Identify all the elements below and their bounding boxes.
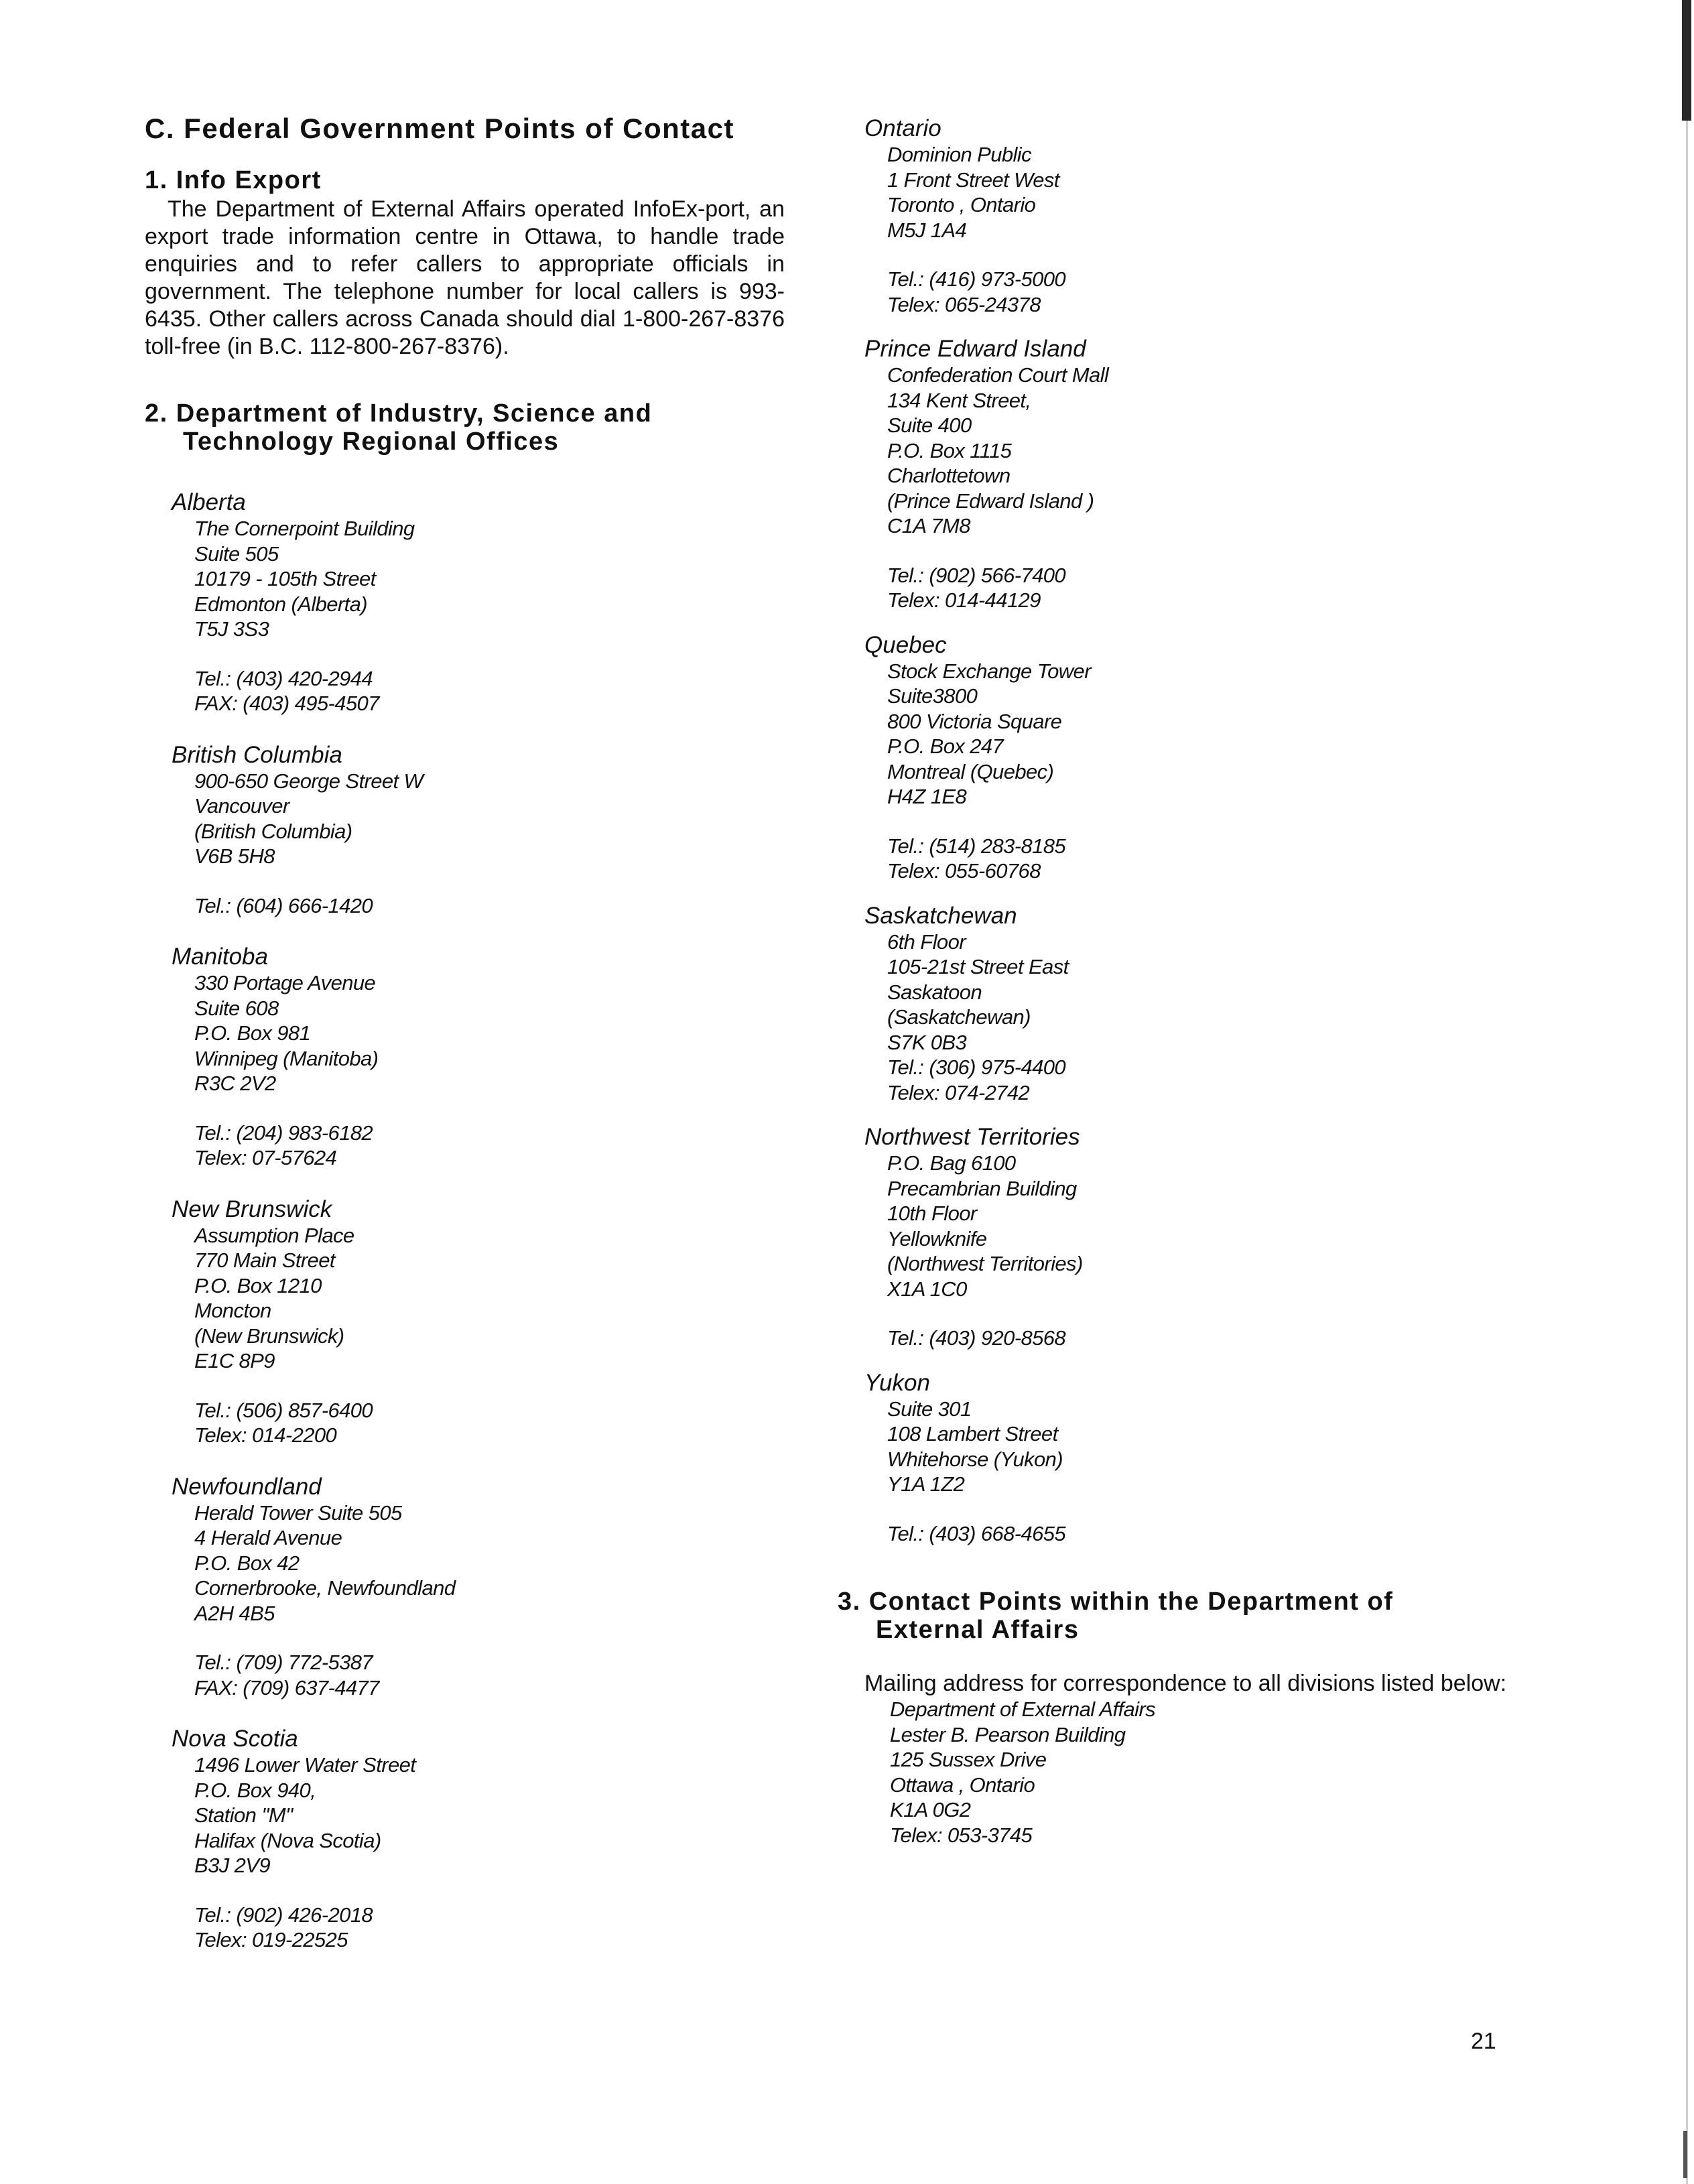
spacer [194,1096,785,1120]
office-address [864,1397,1514,1547]
address-line: 134 Kent Street, [887,388,1031,412]
contact-line: Tel.: (204) 983-6182 [194,1120,373,1145]
contact-line: Telex: 014-2200 [194,1423,337,1447]
section-title: C. Federal Government Points of Contact [145,113,734,144]
office-address [172,516,785,716]
office-address [864,929,1514,1106]
office-entry [864,632,1514,884]
address-line: 10179 - 105th Street [194,567,376,590]
address-line: 1496 Lower Water Street [194,1753,416,1777]
address-line: Lester B. Pearson Building [890,1722,1126,1746]
address-line: Suite 301 [887,1397,972,1421]
external-heading-line1: 3. Contact Points within the Department of [838,1588,1394,1616]
address-line: Herald Tower Suite 505 [194,1500,402,1525]
address-line: Suite 400 [887,413,972,437]
address-line: P.O. Box 247 [887,734,1004,758]
contact-line: FAX: (709) 637-4477 [194,1675,379,1699]
contact-line: Tel.: (403) 420-2944 [194,666,373,690]
address-line: The Cornerpoint Building [194,517,415,540]
spacer [887,1497,1514,1521]
office-address [864,1151,1514,1351]
info-export-heading: 1. Info Export [145,166,322,194]
office-address [172,1752,785,1953]
address-line: 6th Floor [887,929,966,954]
address-line: (British Columbia) [194,819,352,843]
address-line: P.O. Box 1115 [887,438,1012,462]
address-line: Halifax (Nova Scotia) [194,1828,381,1852]
address-line: A2H 4B5 [194,1601,275,1625]
right-column [838,115,1514,1848]
spacer [194,1374,785,1398]
province-name: Saskatchewan [864,902,1017,929]
province-name: Manitoba [172,944,268,970]
address-line: (Saskatchewan) [887,1005,1031,1029]
province-name: Nova Scotia [172,1726,298,1752]
contact-line: Tel.: (709) 772-5387 [194,1651,373,1674]
address-line: Assumption Place [194,1223,354,1247]
scan-mark [1683,2131,1687,2178]
regional-heading-line1: 2. Department of Industry, Science and [145,399,653,428]
address-line: P.O. Box 940, [194,1778,316,1802]
info-export-paragraph [145,196,785,361]
contact-line: Tel.: (403) 668-4655 [887,1521,1066,1545]
address-line: Toronto , Ontario [887,193,1036,216]
contact-line: Telex: 014-44129 [887,588,1041,612]
address-line: Winnipeg (Manitoba) [194,1046,379,1070]
address-line: Department of External Affairs [890,1697,1156,1721]
contact-line: Tel.: (306) 975-4400 [887,1055,1066,1079]
office-address [172,1500,785,1701]
external-affairs-heading [838,1588,1514,1644]
address-line: Ottawa , Ontario [890,1773,1035,1797]
contact-line: Telex: 019-22525 [194,1928,348,1951]
scan-edge-artifact [1681,0,1694,2184]
address-line: 105-21st Street East [887,955,1069,978]
province-name: Ontario [864,115,941,141]
contact-line: Tel.: (604) 666-1420 [194,893,373,917]
address-line: X1A 1C0 [887,1277,967,1301]
address-line: Edmonton (Alberta) [194,592,367,616]
address-line: (New Brunswick) [194,1324,344,1348]
contact-line: FAX: (403) 495-4507 [194,692,379,715]
address-line: Montreal (Quebec) [887,759,1054,783]
spacer [887,243,1514,267]
regional-offices-heading [145,399,785,456]
office-address [864,142,1514,317]
info-export-text: The Department of External Affairs operated InfoEx-port, an export trade information centre in Ottawa, to handle trade enquiries and to refer callers to appropriate officials in government. The telephone number for local callers is 993-6435. Other callers across Canada should dial 1-800-267-8376 toll-free (in B.C. 112-800-267-8376). [145,196,785,359]
address-line: Saskatoon [887,980,982,1004]
province-name: Alberta [172,489,246,515]
contact-line: Tel.: (403) 920-8568 [887,1326,1066,1350]
spacer [194,1878,785,1903]
mailing-intro [838,1671,1514,1697]
address-line: P.O. Box 42 [194,1551,300,1575]
address-line: K1A 0G2 [890,1798,971,1821]
office-address [864,363,1514,613]
address-line: T5J 3S3 [194,617,269,641]
address-line: Station "M" [194,1803,293,1827]
scan-mark [1682,0,1691,121]
address-line: M5J 1A4 [887,218,967,242]
address-line: 10th Floor [887,1202,977,1225]
address-line: B3J 2V9 [194,1854,270,1877]
address-line: (Prince Edward Island ) [887,489,1094,513]
office-entry [172,742,785,919]
address-line: P.O. Bag 6100 [887,1151,1016,1175]
contact-line: Telex: 07-57624 [194,1146,337,1169]
page-number: 21 [1471,2029,1496,2054]
address-line: 4 Herald Avenue [194,1526,342,1549]
address-line: 800 Victoria Square [887,709,1062,733]
province-name: Newfoundland [172,1473,322,1500]
office-entry [864,1370,1514,1547]
address-line: Moncton [194,1299,271,1322]
address-line: Suite 608 [194,996,279,1020]
office-address [172,769,785,919]
external-heading-line2: External Affairs [876,1616,1080,1644]
province-name: Quebec [864,631,947,658]
office-entry [864,115,1514,317]
left-column [145,113,785,1978]
contact-line: Tel.: (506) 857-6400 [194,1398,373,1422]
address-line: S7K 0B3 [887,1030,967,1054]
regional-offices-list-right [864,115,1514,1546]
address-line: Telex: 053-3745 [890,1823,1033,1847]
office-address [172,970,785,1171]
contact-line: Telex: 055-60768 [887,859,1041,883]
office-entry [864,1124,1514,1351]
contact-line: Tel.: (902) 426-2018 [194,1903,373,1927]
address-line: C1A 7M8 [887,514,970,537]
address-line: Cornerbrooke, Newfoundland [194,1576,456,1600]
province-name: Prince Edward Island [864,336,1086,362]
external-affairs-section [838,1588,1514,1848]
contact-line: Telex: 065-24378 [887,292,1041,316]
address-line: Whitehorse (Yukon) [887,1447,1063,1471]
address-line: E1C 8P9 [194,1349,275,1372]
address-line: P.O. Box 981 [194,1021,311,1045]
address-line: 125 Sussex Drive [890,1748,1047,1771]
spacer [887,539,1514,563]
contact-line: Tel.: (902) 566-7400 [887,563,1066,587]
address-line: Charlottetown [887,464,1011,487]
office-entry [172,944,785,1171]
address-line: Y1A 1Z2 [887,1472,965,1496]
address-line: V6B 5H8 [194,844,275,868]
address-line: H4Z 1E8 [887,785,967,808]
office-entry [864,903,1514,1106]
province-name: British Columbia [172,741,342,768]
address-line: Yellowknife [887,1226,987,1250]
office-address [864,659,1514,884]
regional-offices-list-left [145,489,785,1953]
province-name: New Brunswick [172,1196,332,1222]
address-line: P.O. Box 1210 [194,1273,322,1297]
office-entry [864,336,1514,613]
mailing-intro-text: Mailing address for correspondence to all divisions listed below: [864,1671,1507,1696]
province-name: Yukon [864,1369,930,1396]
address-line: 108 Lambert Street [887,1422,1058,1446]
address-line: Confederation Court Mall [887,363,1109,387]
scan-mark [1686,121,1688,2184]
address-line: 330 Portage Avenue [194,971,376,994]
spacer [194,869,785,893]
address-line: R3C 2V2 [194,1072,276,1095]
office-entry [172,1196,785,1448]
office-address [172,1223,785,1448]
address-line: Dominion Public [887,143,1031,166]
address-line: Vancouver [194,794,289,818]
address-line: (Northwest Territories) [887,1252,1083,1275]
address-line: 1 Front Street West [887,168,1059,192]
address-line: 770 Main Street [194,1248,335,1272]
contact-line: Tel.: (514) 283-8185 [887,834,1066,858]
province-name: Northwest Territories [864,1124,1080,1150]
spacer [887,810,1514,834]
address-line: 900-650 George Street W [194,769,424,793]
office-entry [172,489,785,716]
contact-line: Tel.: (416) 973-5000 [887,267,1066,291]
contact-line: Telex: 074-2742 [887,1080,1030,1104]
address-line: Suite 505 [194,541,279,566]
regional-heading-line2: Technology Regional Offices [183,428,560,456]
address-line: Precambrian Building [887,1176,1077,1200]
address-line: Stock Exchange Tower [887,659,1091,683]
office-entry [172,1474,785,1701]
address-line: Suite3800 [887,684,978,708]
mailing-address [838,1697,1514,1848]
spacer [887,1301,1514,1326]
spacer [194,642,785,666]
office-entry [172,1726,785,1953]
spacer [194,1626,785,1650]
